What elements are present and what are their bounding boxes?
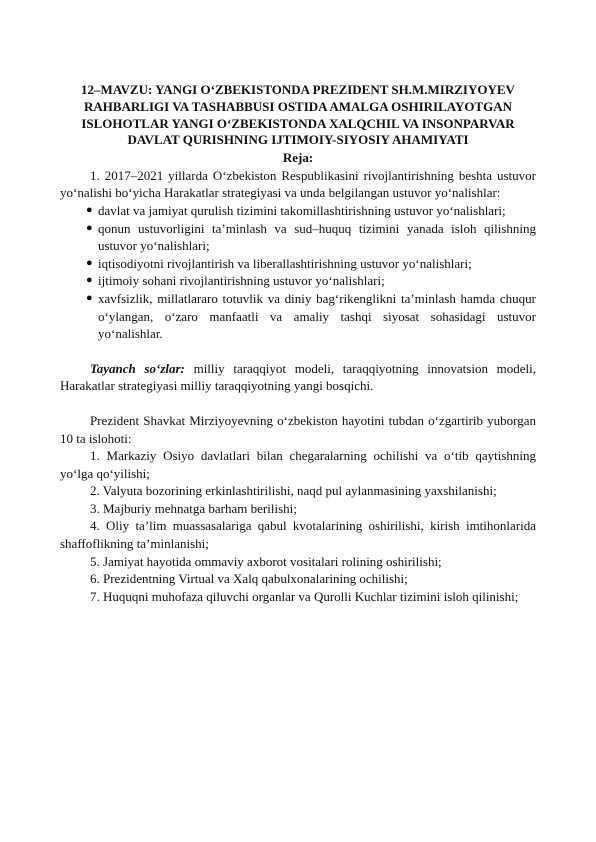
plan-bullet-list xyxy=(60,202,536,343)
bullet-item: ● xavfsizlik, millatlararo totuvlik va diniy bag‘rikenglikni ta’minlash hamda chuqur o‘ylangan, o‘zaro manfaatli va amaliy tashqi siyosat sohasidagi ustuvor yo‘nalishlar. xyxy=(86,290,536,342)
plan-item-1: 1. 2017–2021 yillarda O‘zbekiston Respublikasini rivojlantirishning beshta ustuvor yo‘nalishi bo‘yicha Harakatlar strategiyasi va unda belgilangan ustuvor yo‘nalishlar: xyxy=(60,167,536,201)
reform-item: 7. Huquqni muhofaza qiluvchi organlar va Qurolli Kuchlar tizimini isloh qilinishi; xyxy=(90,588,519,604)
bullet-icon: ● xyxy=(86,221,93,234)
page-title: 12–MAVZU: YANGI O‘ZBEKISTONDA PREZIDENT SH.M.MIRZIYOYEV RAHBARLIGI VA TASHABBUSI OSTIDA AMALGA OSHIRILAYOTGAN ISLOHOTLAR YANGI O‘ZBEKISTONDA XALQCHIL VA INSONPARVAR DAVLAT QURISHNING IJTIMOIY-SIYOSIY AHAMIYATI xyxy=(81,82,515,148)
reform-item: 3. Majburiy mehnatga barham berilishi; xyxy=(90,500,297,516)
keywords-text: milliy taraqqiyot modeli, taraqqiyotning innovatsion modeli, Harakatlar strategiyasi milliy taraqqiyotning yangi bosqichi. xyxy=(60,360,536,394)
reforms-intro: Prezident Shavkat Mirziyoyevning o‘zbekiston hayotini tubdan o‘zgartirib yuborgan 10 ta islohoti: xyxy=(60,412,536,446)
reform-item: 6. Prezidentning Virtual va Xalq qabulxonalarining ochilishi; xyxy=(90,571,408,587)
document-page xyxy=(60,82,536,605)
bullet-icon: ● xyxy=(86,274,93,287)
plan-heading: Reja: xyxy=(282,150,314,166)
bullet-item: ● davlat va jamiyat qurulish tizimini takomillashtirishning ustuvor yo‘nalishlari; xyxy=(86,202,506,218)
reform-item: 1. Markaziy Osiyo davlatlari bilan chegaralarning ochilishi va o‘tib qaytishning yo‘lga qo‘yilishi; xyxy=(60,448,537,481)
bullet-item: ● qonun ustuvorligini ta’minlash va sud–huquq tizimini yanada isloh qilishning ustuvor yo‘nalishlari; xyxy=(86,220,536,254)
spacer xyxy=(60,343,536,360)
reform-item: 2. Valyuta bozorining erkinlashtirilishi, naqd pul aylanmasining yaxshilanishi; xyxy=(90,483,497,499)
bullet-icon: ● xyxy=(86,203,93,216)
spacer xyxy=(60,395,536,412)
keywords-paragraph xyxy=(60,360,536,395)
bullet-icon: ● xyxy=(86,291,93,304)
bullet-icon: ● xyxy=(86,256,93,269)
keywords-label: Tayanch so‘zlar: xyxy=(90,360,185,376)
reform-item: 5. Jamiyat hayotida ommaviy axborot vositalari rolining oshirilishi; xyxy=(90,553,442,569)
bullet-item: ● ijtimoiy sohani rivojlantirishning ustuvor yo‘nalishlari; xyxy=(86,273,385,289)
bullet-item: ● iqtisodiyotni rivojlantirish va liberallashtirishning ustuvor yo‘nalishlari; xyxy=(86,255,472,271)
reform-item: 4. Oliy ta’lim muassasalariga qabul kvotalarining oshirilishi, kirish imtihonlarida shaffoflikning ta’minlanishi; xyxy=(60,518,536,552)
